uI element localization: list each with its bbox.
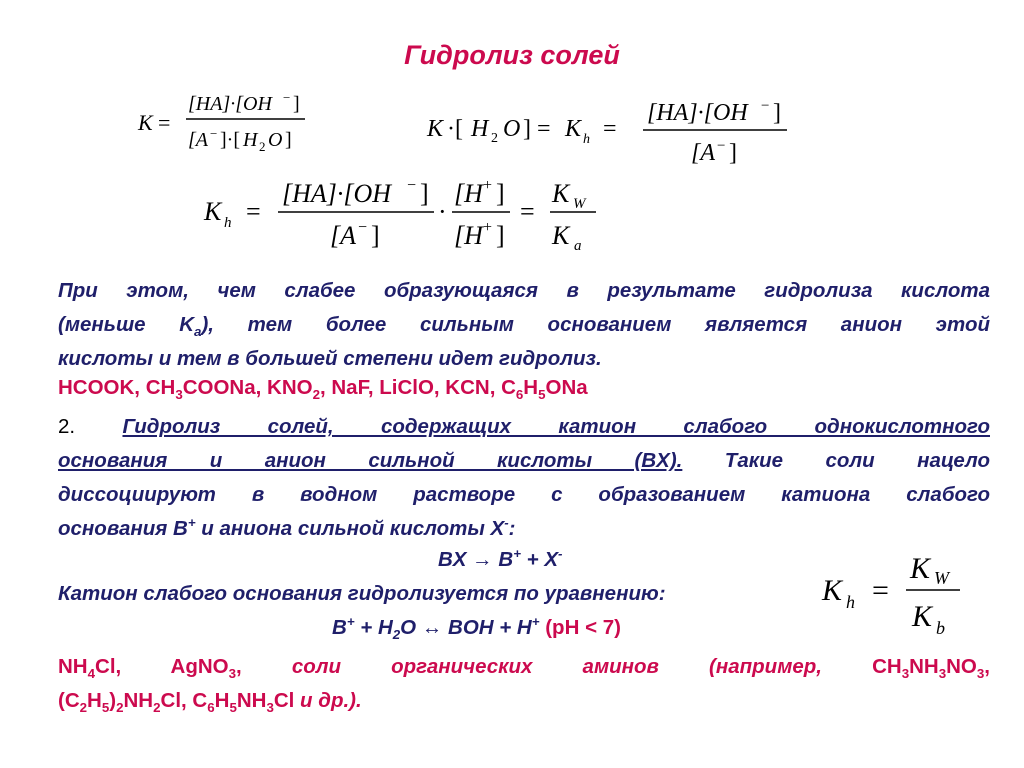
salt-examples-line: HCOOK, $CH_3COONa$, $KNO_2$, NaF, LiClO, KCN, $C_6H_5ONa$: [58, 376, 588, 403]
svg-text:] =: ] =: [523, 116, 551, 142]
svg-text:H: H: [243, 129, 258, 151]
svg-text:H: H: [471, 116, 489, 142]
svg-text:−: −: [717, 138, 726, 154]
paragraph-line: диссоциируют в водном растворе с образованием катиона слабого: [58, 483, 990, 506]
paragraph-line: (меньше $K_a$), тем более сильным основанием является анион этой: [58, 313, 990, 340]
svg-text:[HA]·[OH: [HA]·[OH: [282, 179, 392, 208]
section-heading-cont: основания и анион сильной кислоты (BX).: [58, 449, 683, 472]
equilibrium-constant-formula: [130, 86, 330, 158]
svg-text:2: 2: [491, 131, 498, 146]
svg-text:−: −: [407, 177, 417, 194]
cation-hydrolysis-line: Катион слабого основания гидролизуется по уравнению:: [58, 582, 666, 605]
hydrolysis-equation: $B^+ + H_2O$ ↔ BOH + H+ (pH < 7): [332, 614, 621, 643]
svg-text:h: h: [224, 215, 232, 231]
svg-text:·[: ·[: [447, 116, 463, 142]
svg-text:[H: [H: [454, 179, 483, 208]
svg-text:+: +: [483, 219, 493, 236]
svg-text:[H: [H: [454, 221, 483, 250]
examples-line: $(C_2H_5)_2NH_2Cl$, $C_6H_5NH_3Cl$ и др.).: [58, 689, 362, 716]
svg-text:K: K: [552, 179, 570, 208]
svg-text:=: =: [872, 574, 889, 607]
cation-salt-examples: [58, 650, 990, 718]
svg-text:K: K: [565, 116, 582, 142]
section-heading: Гидролиз солей, содержащих катион слабого однокислотного: [122, 415, 990, 438]
slide-title: Гидролиз солей: [404, 40, 620, 70]
svg-text:O: O: [268, 129, 283, 151]
svg-text:−: −: [283, 90, 291, 105]
hydrolysis-constant-definition: [425, 90, 805, 170]
svg-text:K: K: [910, 552, 931, 585]
svg-text:−: −: [761, 98, 770, 114]
svg-text:K: K: [822, 574, 843, 607]
svg-text:a: a: [574, 238, 582, 254]
section-heading-line: [58, 410, 990, 444]
svg-text:]: ]: [773, 100, 781, 126]
svg-text:K: K: [427, 116, 444, 142]
svg-text:W: W: [573, 196, 586, 212]
svg-text:−: −: [210, 126, 218, 141]
svg-text:]·[: ]·[: [220, 129, 240, 151]
svg-text:[HA]·[OH: [HA]·[OH: [647, 100, 748, 126]
section-2-paragraph: [58, 410, 990, 546]
svg-text:[A: [A: [691, 140, 715, 166]
svg-text:·: ·: [438, 197, 447, 226]
svg-text:h: h: [583, 132, 590, 147]
svg-text:b: b: [936, 618, 945, 638]
svg-text:=: =: [246, 197, 261, 226]
svg-text:K: K: [912, 600, 933, 633]
svg-text:O: O: [503, 116, 521, 142]
svg-text:+: +: [483, 177, 493, 194]
svg-text:K: K: [552, 221, 570, 250]
section-heading-line: основания и анион сильной кислоты (BX). Такие соли нацело: [58, 449, 990, 472]
svg-text:]: ]: [729, 140, 737, 166]
svg-text:[HA]·[OH: [HA]·[OH: [188, 93, 272, 115]
paragraph-line: При этом, чем слабее образующаяся в результате гидролиза кислота: [58, 279, 990, 302]
kh-kw-kb-formula: [818, 540, 968, 640]
svg-text:]: ]: [420, 179, 429, 208]
svg-text:−: −: [358, 219, 368, 236]
svg-text:]: ]: [371, 221, 380, 250]
svg-text:=: =: [520, 197, 535, 226]
svg-text:2: 2: [259, 139, 266, 154]
svg-text:]: ]: [285, 129, 292, 151]
section-number: 2.: [58, 415, 76, 438]
svg-text:]: ]: [496, 179, 505, 208]
svg-text:[A: [A: [188, 129, 208, 151]
svg-text:W: W: [934, 568, 949, 588]
weak-acid-paragraph: [58, 274, 990, 376]
hydrolysis-constant-derivation: [200, 166, 620, 258]
paragraph-line: основания B+ и аниона сильной кислоты X-:: [58, 515, 516, 540]
ph-note: (pH < 7): [545, 616, 621, 639]
svg-text:]: ]: [496, 221, 505, 250]
paragraph-line: кислоты и тем в большей степени идет гидролиз.: [58, 347, 602, 370]
svg-text:h: h: [846, 592, 855, 612]
svg-text:=: =: [603, 116, 617, 142]
dissociation-equation: BX → B+ + X-: [438, 546, 563, 571]
svg-text:[A: [A: [330, 221, 356, 250]
svg-text:K: K: [204, 197, 222, 226]
svg-text:=: =: [158, 110, 171, 135]
svg-text:K: K: [138, 110, 153, 135]
svg-text:]: ]: [293, 93, 300, 115]
examples-line: $NH_4Cl$, AgNO$_3$, соли органических аминов (например, $CH_3NH_3NO_3$,: [58, 655, 990, 682]
